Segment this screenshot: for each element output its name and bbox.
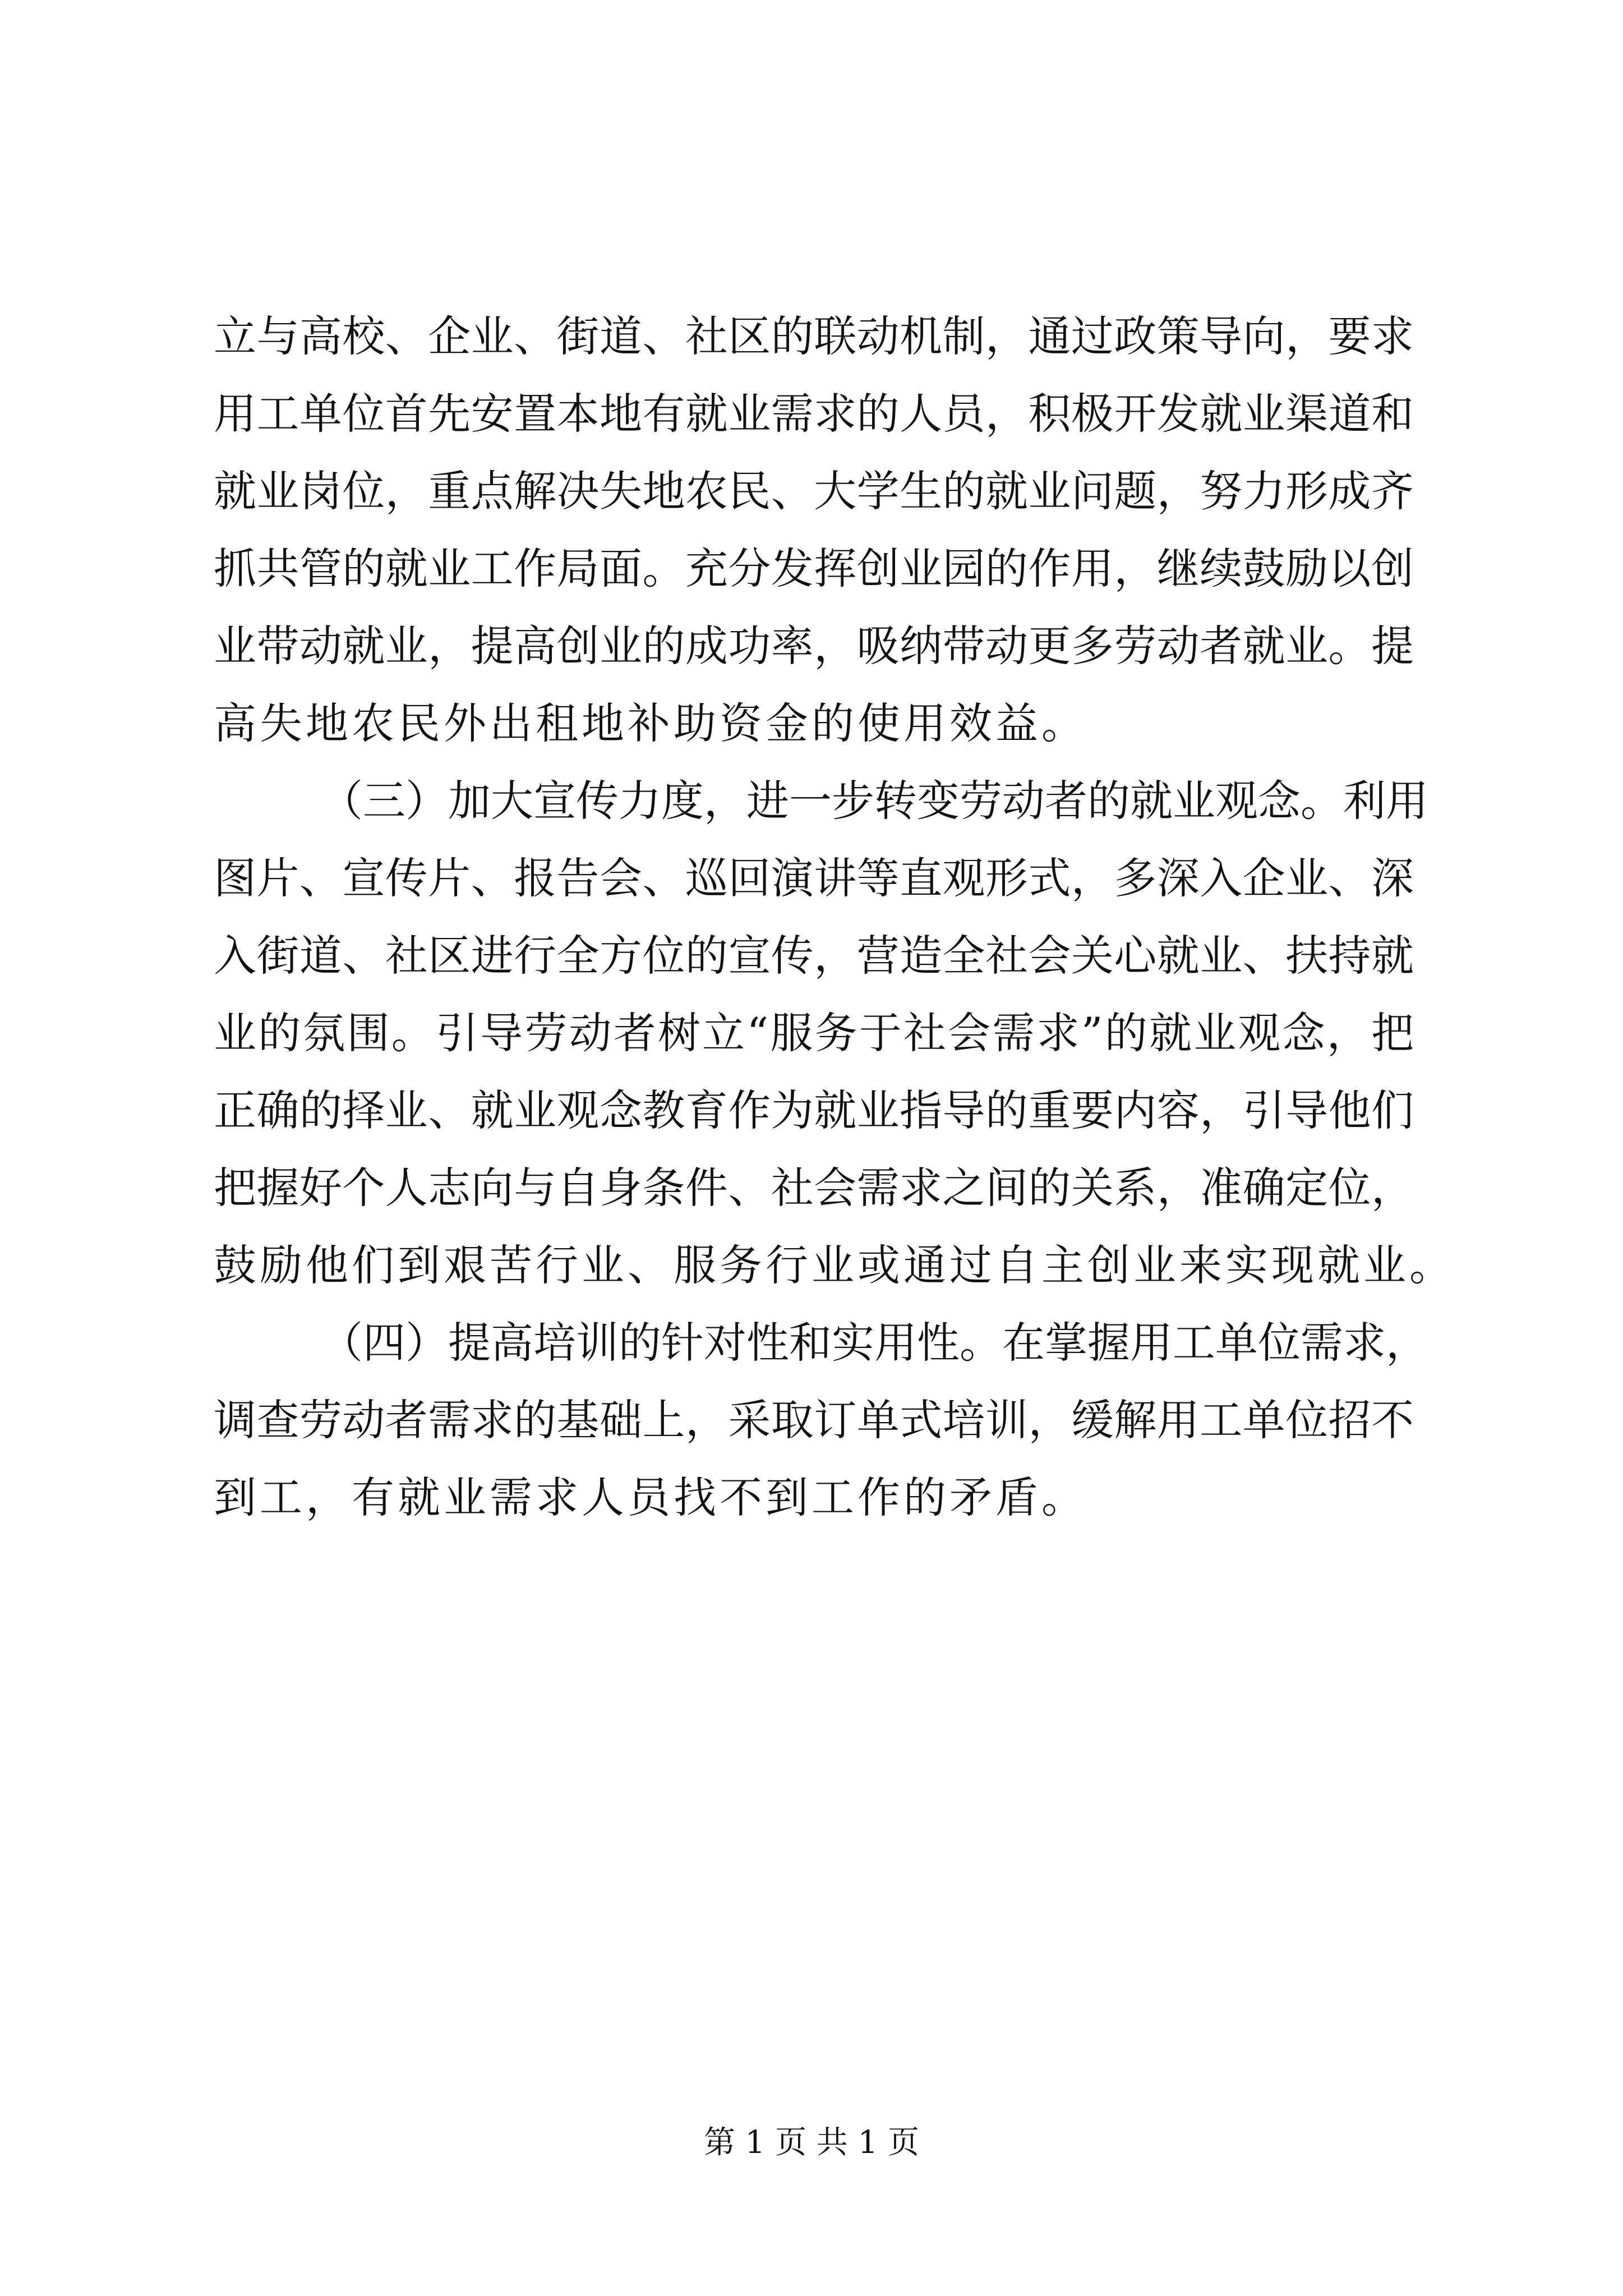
text-line: 高失地农民外出租地补助资金的使用效益。 (214, 698, 1087, 748)
text-line: 鼓励他们到艰苦行业、服务行业或通过自主创业来实现就业。 (214, 1240, 1455, 1290)
text-line: 正确的择业、就业观念教育作为就业指导的重要内容，引导他们 (214, 1085, 1414, 1135)
text-line: 业的氛围。引导劳动者树立“服务于社会需求”的就业观念，把 (214, 1008, 1414, 1058)
text-line: （三）加大宣传力度，进一步转变劳动者的就业观念。利用 (320, 776, 1428, 826)
text-line: 立与高校、企业、街道、社区的联动机制，通过政策导向，要求 (214, 311, 1414, 361)
text-line: 到工，有就业需求人员找不到工作的矛盾。 (214, 1473, 1087, 1522)
text-line: 抓共管的就业工作局面。充分发挥创业园的作用，继续鼓励以创 (214, 544, 1414, 593)
text-line: （四）提高培训的针对性和实用性。在掌握用工单位需求， (320, 1318, 1428, 1368)
text-line: 用工单位首先安置本地有就业需求的人员，积极开发就业渠道和 (214, 389, 1414, 439)
text-line: 把握好个人志向与自身条件、社会需求之间的关系，准确定位， (214, 1163, 1414, 1213)
page-number-footer: 第 1 页 共 1 页 (703, 2124, 920, 2161)
text-line: 业带动就业，提高创业的成功率，吸纳带动更多劳动者就业。提 (214, 621, 1414, 671)
text-line: 入街道、社区进行全方位的宣传，营造全社会关心就业、扶持就 (214, 931, 1414, 981)
text-line: 调查劳动者需求的基础上，采取订单式培训，缓解用工单位招不 (214, 1395, 1414, 1445)
text-line: 图片、宣传片、报告会、巡回演讲等直观形式，多深入企业、深 (214, 853, 1414, 903)
text-line: 就业岗位，重点解决失地农民、大学生的就业问题，努力形成齐 (214, 466, 1414, 516)
